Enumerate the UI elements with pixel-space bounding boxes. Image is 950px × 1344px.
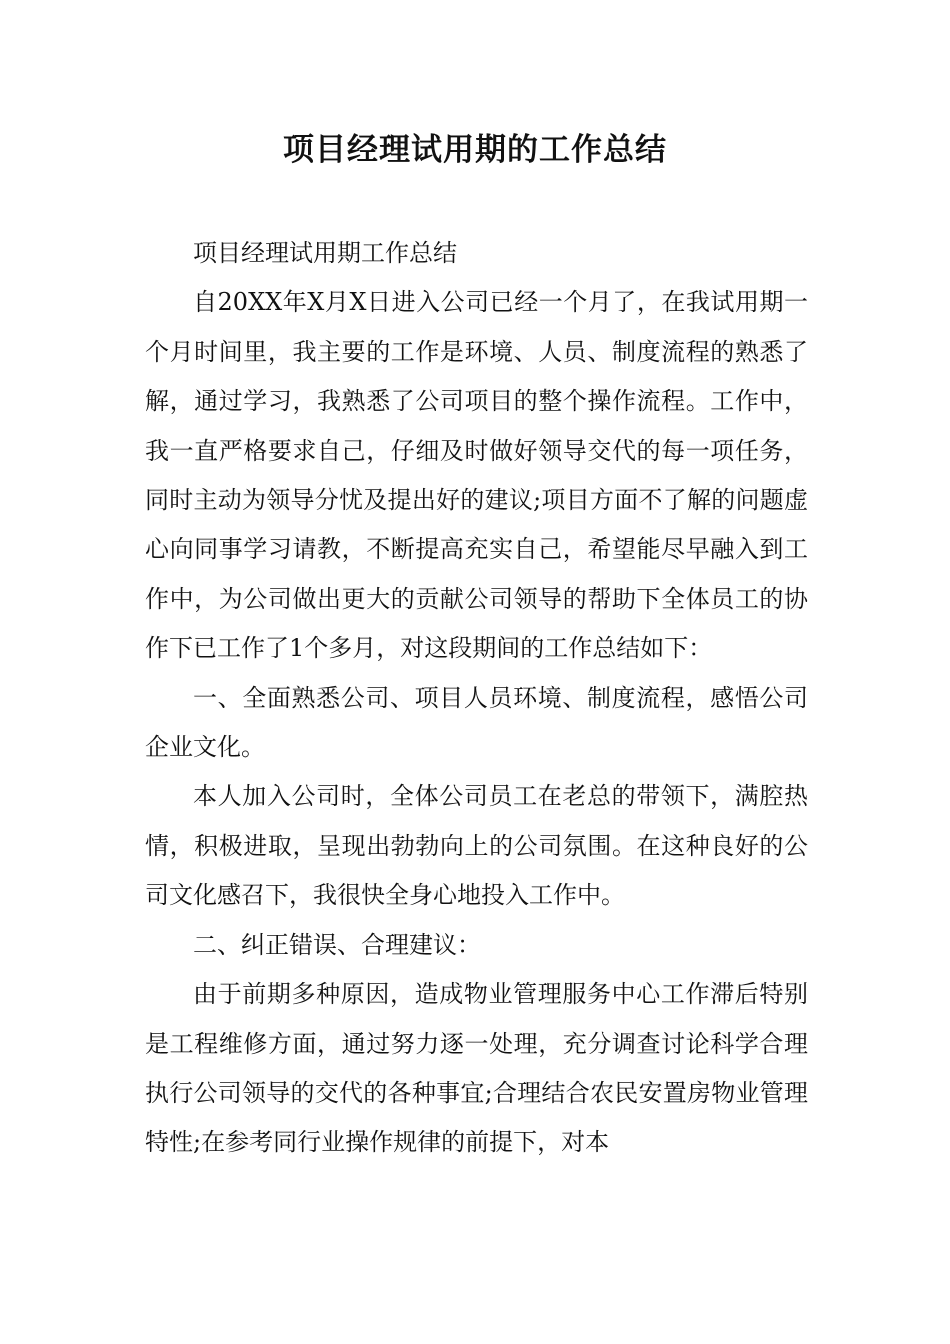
section-heading-2: 二、纠正错误、合理建议：	[193, 930, 481, 959]
paragraph-intro: 自20XX年X月X日进入公司已经一个月了，在我试用期一个月时间里，我主要的工作是环境、人员、制度流程的熟悉了解，通过学习，我熟悉了公司项目的整个操作流程。工作中，我一直严格要求自己，仔细及时做好领导交代的每一项任务，同时主动为领导分忧及提出好的建议;项目方面不了解的问题虚心向同事学习请教，不断提高充实自己，希望能尽早融入到工作中，为公司做出更大的贡献公司领导的帮助下全体员工的协作下已工作了1个多月，对这段期间的工作总结如下：	[145, 288, 808, 663]
document-body	[145, 229, 808, 1168]
paragraph-subtitle: 项目经理试用期工作总结	[193, 239, 457, 267]
section-heading-1: 一、全面熟悉公司、项目人员环境、制度流程，感悟公司企业文化。	[145, 683, 808, 762]
paragraph-section-2: 由于前期多种原因，造成物业管理服务中心工作滞后特别是工程维修方面，通过努力逐一处理，充分调查讨论科学合理执行公司领导的交代的各种事宜;合理结合农民安置房物业管理特性;在参考同行业操作规律的前提下，对本	[145, 980, 808, 1157]
document-title: 项目经理试用期的工作总结	[283, 132, 667, 168]
paragraph-section-1: 本人加入公司时，全体公司员工在老总的带领下，满腔热情，积极进取，呈现出勃勃向上的公司氛围。在这种良好的公司文化感召下，我很快全身心地投入工作中。	[145, 782, 808, 910]
